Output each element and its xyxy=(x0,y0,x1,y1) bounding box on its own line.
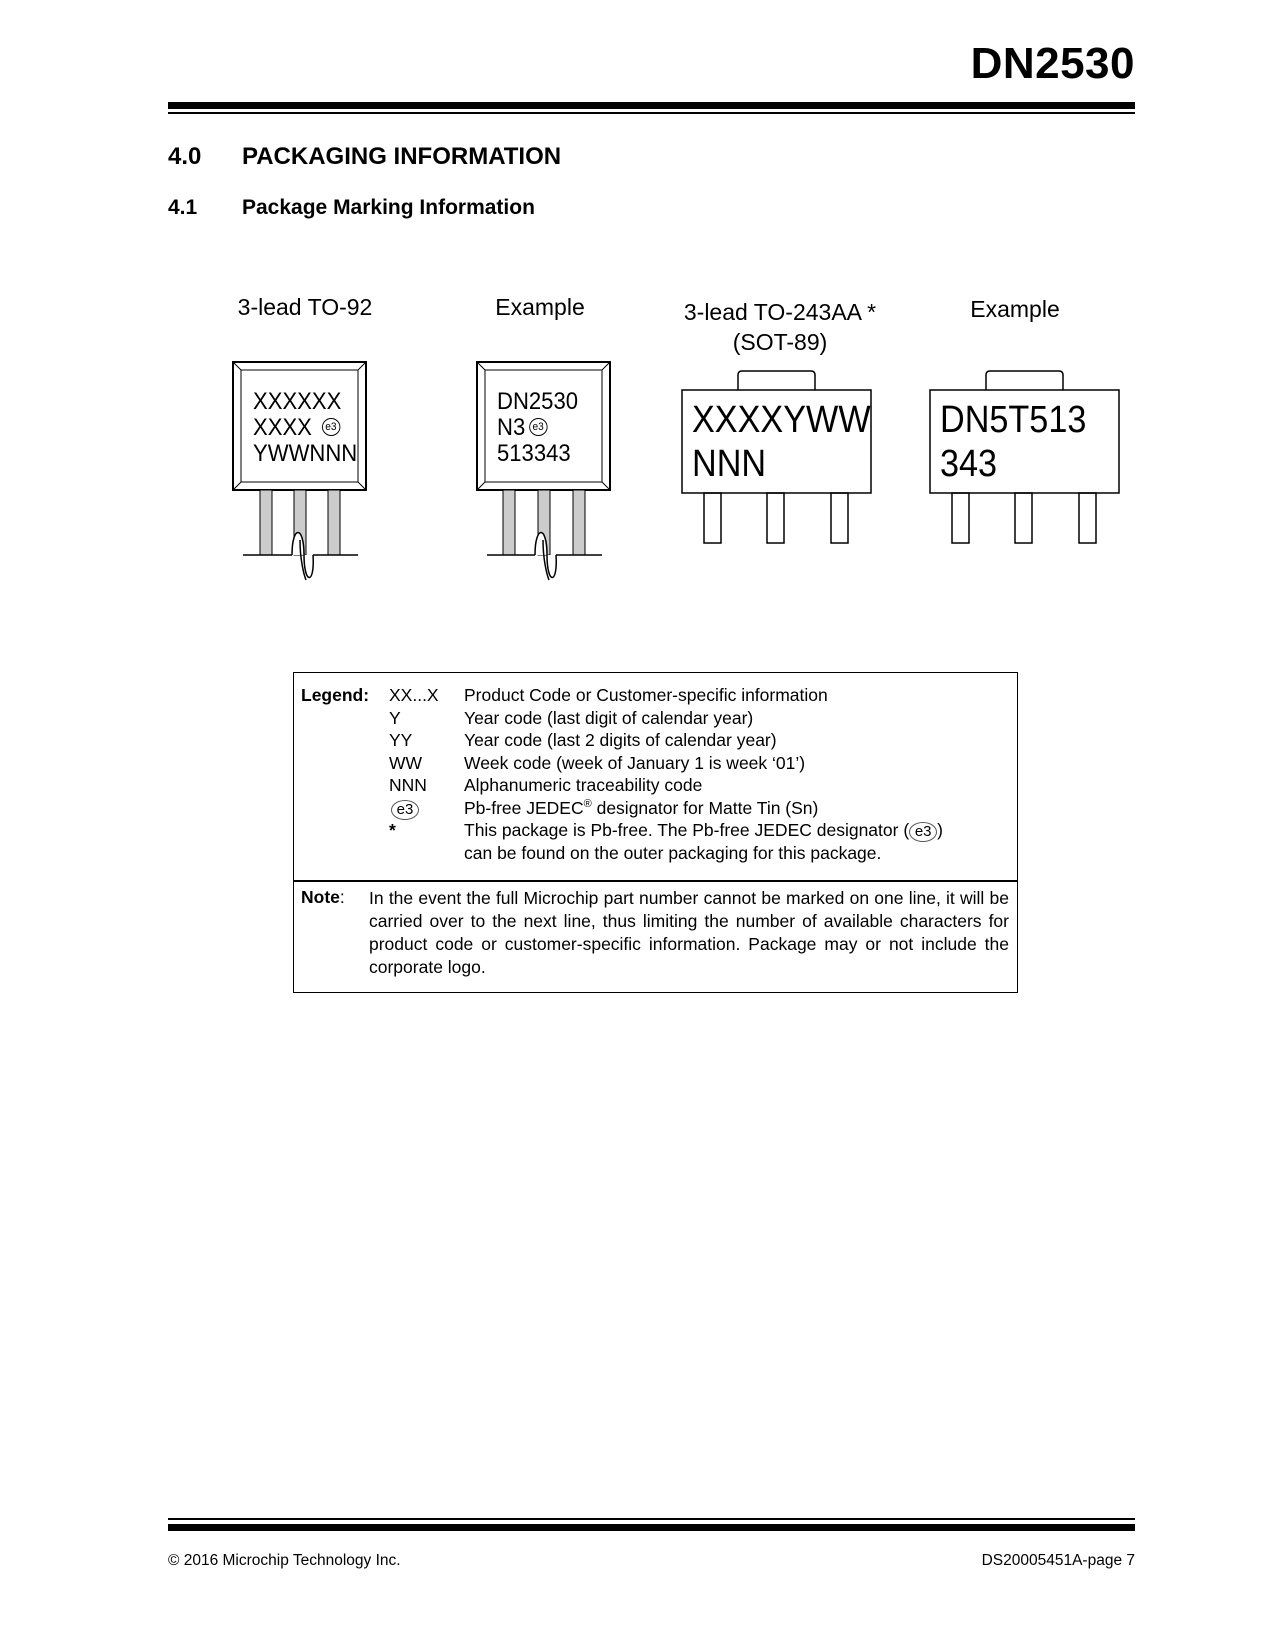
to92-mark-line1: XXXXXX xyxy=(253,388,342,415)
legend-item xyxy=(389,730,777,753)
legend-item-continuation: can be found on the outer packaging for this package. xyxy=(464,842,882,863)
document-part-number: DN2530 xyxy=(970,39,1135,88)
e3-symbol-icon: e3 xyxy=(909,822,937,842)
to92-mark-line3: YWWNNN xyxy=(253,440,358,467)
legend-text xyxy=(464,820,943,840)
legend-item xyxy=(389,820,943,843)
legend-text-part: This package is Pb-free. The Pb-free JEDEC designator ( xyxy=(464,820,910,840)
to92-example-marking xyxy=(497,389,578,467)
footer-rule-thin xyxy=(168,1518,1135,1520)
footer-copyright: © 2016 Microchip Technology Inc. xyxy=(168,1552,401,1569)
package-drawings xyxy=(0,0,1275,640)
sot89-mark-line1: XXXXYWW xyxy=(692,399,871,441)
footer-rule-thick xyxy=(168,1524,1135,1531)
legend-item xyxy=(389,798,818,821)
note-title-text: Note xyxy=(301,887,340,907)
legend-text-part: Pb-free JEDEC xyxy=(464,797,584,818)
legend-code: WW xyxy=(389,752,423,773)
note-title xyxy=(301,887,345,908)
note-colon: : xyxy=(339,887,345,907)
legend-item xyxy=(389,708,753,731)
legend-code: XX...X xyxy=(389,685,439,705)
to92-example-mark-line2 xyxy=(497,415,578,441)
e3-symbol-icon: e3 xyxy=(391,800,419,820)
sot89-example-mark-line1: DN5T513 xyxy=(940,399,1087,441)
legend-text xyxy=(464,798,818,818)
e3-symbol-icon: e3 xyxy=(322,418,340,436)
legend-code xyxy=(389,798,464,820)
legend-text-part: designator for Matte Tin (Sn) xyxy=(591,797,819,818)
to92-mark-line2 xyxy=(253,415,357,441)
sot89-label-line1: 3-lead TO-243AA * xyxy=(683,299,877,325)
legend-text-part: ) xyxy=(937,820,943,840)
sot89-label-line2: (SOT-89) xyxy=(732,329,828,355)
to92-example-label: Example xyxy=(495,294,585,320)
sot89-marking xyxy=(692,398,871,486)
legend-title: Legend: xyxy=(301,685,370,705)
to92-label: 3-lead TO-92 xyxy=(237,294,373,320)
to92-example-mark-line3: 513343 xyxy=(497,440,571,467)
legend-code: Y xyxy=(389,707,401,728)
note-text: In the event the full Microchip part number cannot be marked on one line, it will be carried over to the next line, thus limiting the number of available characters for product code or customer-specific information. Package may or not include the corporate logo. xyxy=(369,888,1009,977)
legend-item xyxy=(389,753,805,776)
legend-code: NNN xyxy=(389,775,427,795)
footer-page-number: DS20005451A-page 7 xyxy=(981,1552,1135,1569)
legend-text: Year code (last 2 digits of calendar year) xyxy=(464,730,777,750)
sot89-example-label: Example xyxy=(970,296,1060,322)
subsection-title: Package Marking Information xyxy=(242,196,535,219)
legend-divider xyxy=(294,880,1017,882)
sot89-example-marking xyxy=(940,398,1086,486)
to92-marking xyxy=(253,389,357,467)
section-title: PACKAGING INFORMATION xyxy=(242,143,562,170)
legend-text: Year code (last digit of calendar year) xyxy=(464,707,754,728)
to92-example-mark-line2-text: N3 xyxy=(497,414,526,441)
legend-box xyxy=(293,672,1018,993)
registered-mark: ® xyxy=(583,797,592,810)
legend-item xyxy=(389,685,828,708)
legend-text: Week code (week of January 1 is week ‘01’) xyxy=(464,752,806,773)
sot89-example-mark-line2: 343 xyxy=(940,443,998,485)
e3-symbol-icon: e3 xyxy=(529,418,547,436)
legend-code: * xyxy=(389,820,396,840)
legend-code: YY xyxy=(389,730,413,750)
legend-item xyxy=(389,775,702,798)
to92-mark-line2-text: XXXX xyxy=(253,414,312,441)
subsection-number: 4.1 xyxy=(168,196,198,219)
legend-text: Alphanumeric traceability code xyxy=(464,775,703,795)
sot89-mark-line2: NNN xyxy=(692,443,767,485)
to92-example-mark-line1: DN2530 xyxy=(497,388,579,415)
section-number: 4.0 xyxy=(168,143,202,170)
legend-text: Product Code or Customer-specific information xyxy=(464,685,828,705)
